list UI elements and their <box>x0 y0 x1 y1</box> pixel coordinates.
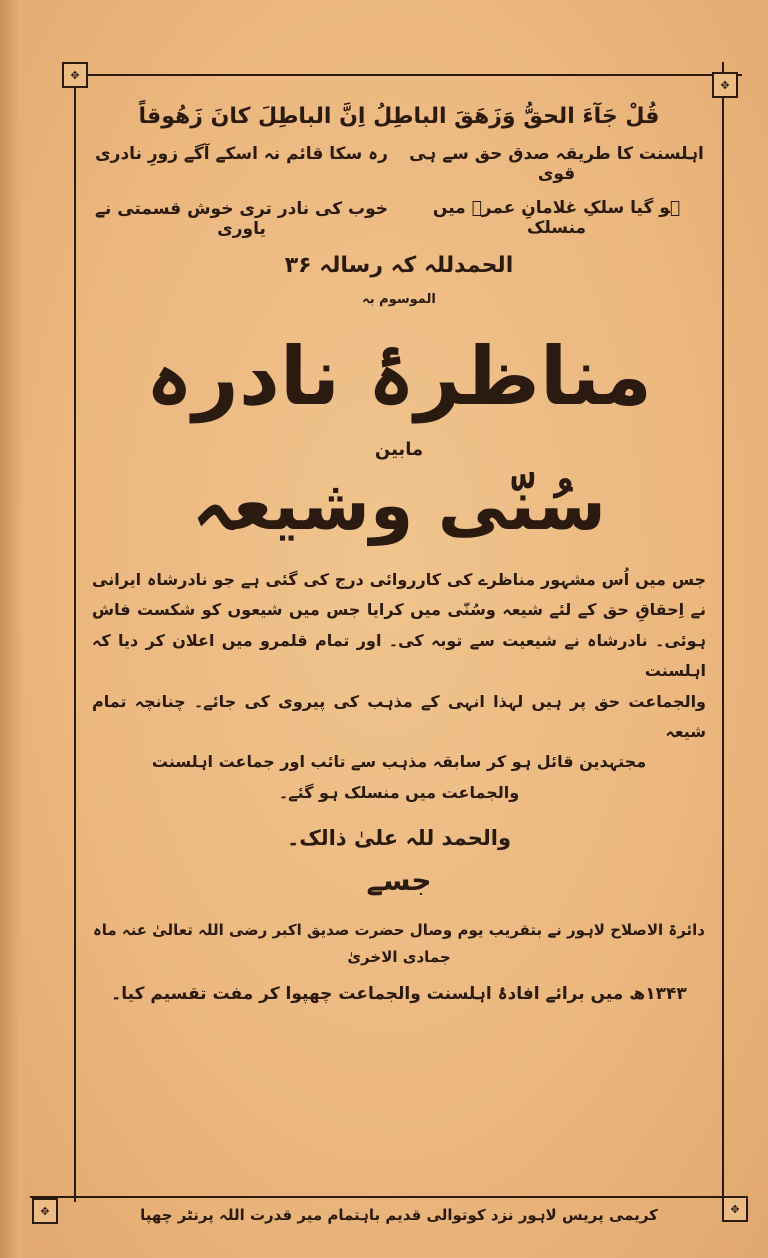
frame-right <box>722 62 724 1212</box>
book-title: مناظرۂ نادرہ <box>145 330 653 423</box>
quran-verse: قُلْ جَآءَ الحقُّ وَزَھَقَ الباطِلُ اِنَّ الباطِلَ کانَ زَھُوقاً <box>138 104 660 129</box>
publisher-line: ۱۳۴۳ھ میں برائے افادۂ اہلسنت والجماعت چھپوا کر مفت تقسیم کیا۔ <box>111 984 687 1005</box>
description <box>92 565 706 808</box>
description-line: جس میں اُس مشہور مناظرے کی کارروائی درج کی گئی ہے جو نادرشاہ ایرانی <box>92 570 706 589</box>
description-line: والجماعت میں منسلک ہو گئے۔ <box>278 782 520 802</box>
poem-couplet <box>92 198 706 239</box>
poem-couplet <box>92 143 706 184</box>
corner-ornament: ✥ <box>712 72 738 98</box>
poem-right-2: ہو گیا سلکِ غلامانِ عمرؓ میں منسلک <box>432 198 681 238</box>
series-line: الحمدللہ کہ رسالہ ۳۶ <box>284 253 514 278</box>
corner-ornament: ✥ <box>62 62 88 88</box>
between-label: مابین <box>374 439 424 460</box>
description-line: نے اِحقاقِ حق کے لئے شیعہ وسُنّی میں کرایا جس میں شیعوں کو شکست فاش <box>92 600 706 620</box>
description-line: ہوئی۔ نادرشاہ نے شیعیت سے توبہ کی۔ اور تمام قلمرو میں اعلان کر دیا کہ اہلسنت <box>92 630 706 681</box>
publisher-line: دائرۃ الاصلاح لاہور نے بتقریب یوم وصال حضرت صدیق اکبر رضی اللہ تعالیٰ عنہ ماہ جمادی الاخریٰ <box>92 921 706 967</box>
description-line: مجتہدین قائل ہو کر سابقہ مذہب سے تائب اور جماعت اہلسنت <box>151 752 647 772</box>
frame-top <box>62 74 742 76</box>
named-as: الموسوم بہ <box>362 292 436 307</box>
book-subtitle: سُنّی وشیعہ <box>191 464 607 546</box>
frame-bottom <box>30 1196 745 1198</box>
frame-left <box>74 62 76 1202</box>
page-edge <box>0 0 22 1258</box>
which-label: جسے <box>366 864 432 898</box>
corner-ornament: ✥ <box>32 1198 58 1224</box>
title-page-content <box>86 96 712 1186</box>
printer-line: کریمی پریس لاہور نزد کوتوالی قدیم باہتمام میر قدرت اللہ پرنٹر چھپا <box>140 1206 658 1224</box>
praise-line: والحمد للہ علیٰ ذالک۔ <box>286 826 511 851</box>
poem-left-1: رہ سکا قائم نہ اسکے آگے زورِ نادری <box>95 144 388 164</box>
description-line: والجماعت حق پر ہیں لہذا انہی کے مذہب کی پیروی کی جائے۔ چنانچہ تمام شیعہ <box>92 691 706 741</box>
poem-right-1: اہلسنت کا طریقہ صدق حق سے ہی قوی <box>409 144 704 184</box>
poem-left-2: خوب کی نادر تری خوش قسمتی نے یاوری <box>94 199 389 239</box>
corner-ornament: ✥ <box>722 1196 748 1222</box>
